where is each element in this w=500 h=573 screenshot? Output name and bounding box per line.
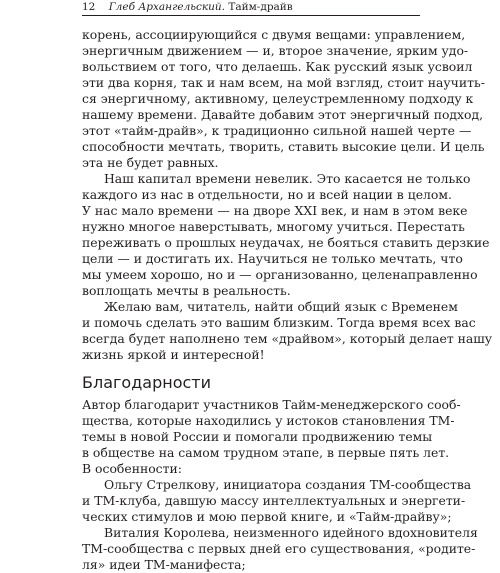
text-line: темы в новой России и помогали продвижению темы [82,429,433,444]
text-line: энергичным движением — и, второе значение, ярким удо- [82,43,469,58]
text-line: корень, ассоциирующийся с двумя вещами: управлением, [82,27,466,42]
header-rule [82,15,420,16]
text-line: всегда будет наполнено тем «драйвом», который делает нашу [82,331,493,346]
text-line: У нас мало времени — на дворе XXI век, и нам в этом веке [82,203,468,218]
text-line: ческих стимулов и мою первой книге, и «Тайм-драйву»; [82,509,452,524]
text-line: мы умеем хорошо, но и — организованно, целенаправленно [82,267,478,282]
text-line: Наш капитал времени невелик. Это касается не только [104,171,471,186]
text-line: способности мечтать, творить, ставить высокие цели. И цель [82,139,485,154]
section-heading: Благодарности [82,373,211,392]
text-line: жизнь яркой и интересной! [82,347,265,362]
text-line: ля» идеи ТМ-манифеста; [82,557,246,572]
paragraph [82,299,493,363]
text-line: воплощать мечты в реальность. [82,283,291,298]
running-head [82,0,422,14]
running-head-title: Тайм-драйв [228,1,293,13]
text-line: Автор благодарит участников Тайм-менеджерского сооб- [82,397,461,412]
text-line: ТМ-сообщества с первых дней его существования, «родите- [82,541,476,556]
paragraph [82,397,461,477]
text-line: и ТМ-клуба, давшую массу интеллектуальных и энергети- [82,493,466,508]
body-text [82,27,493,573]
text-line: в обществе на самом трудном этапе, в первые пять лет. [82,445,450,460]
paragraph [82,27,485,171]
text-line: щества, которые находились у истоков становления ТМ- [82,413,455,428]
text-line: Виталия Королева, неизменного идейного вдохновителя [104,525,478,540]
text-line: переживать о прошлых неудачах, не бояться ставить дерзкие [82,235,490,250]
page-number: 12 [82,1,96,13]
text-line: В особенности: [82,461,182,476]
text-line: Желаю вам, читатель, найти общий язык с Временем [104,299,458,314]
text-line: нашему времени. Давайте добавим этот энергичный подход, [82,107,484,122]
text-line: Ольгу Стрелкову, инициатора создания ТМ-сообщества [104,477,472,492]
text-line: эти два корня, так и нам всем, на мой взгляд, стоит научить- [82,75,485,90]
paragraph [82,525,478,573]
text-line: ся энергичному, активному, целеустремленному подходу к [82,91,474,106]
paragraph [82,171,490,299]
running-head-author: Глеб Архангельский. [108,1,226,13]
text-line: цели — и достигать их. Научиться не только мечтать, что [82,251,463,266]
text-line: вольствием от того, что делаешь. Как русский язык усвоил [82,59,473,74]
text-line: этот «тайм-драйв», к традиционно сильной нашей черте — [82,123,472,138]
paragraph [82,477,472,525]
text-line: и помочь сделать это вашим близким. Тогда время всех вас [82,315,476,330]
text-line: нужно многое наверстывать, многому учиться. Перестать [82,219,465,234]
text-line: каждого из нас в отдельности, но и всей нации в целом. [82,187,452,202]
text-line: эта не будет равных. [82,155,219,170]
